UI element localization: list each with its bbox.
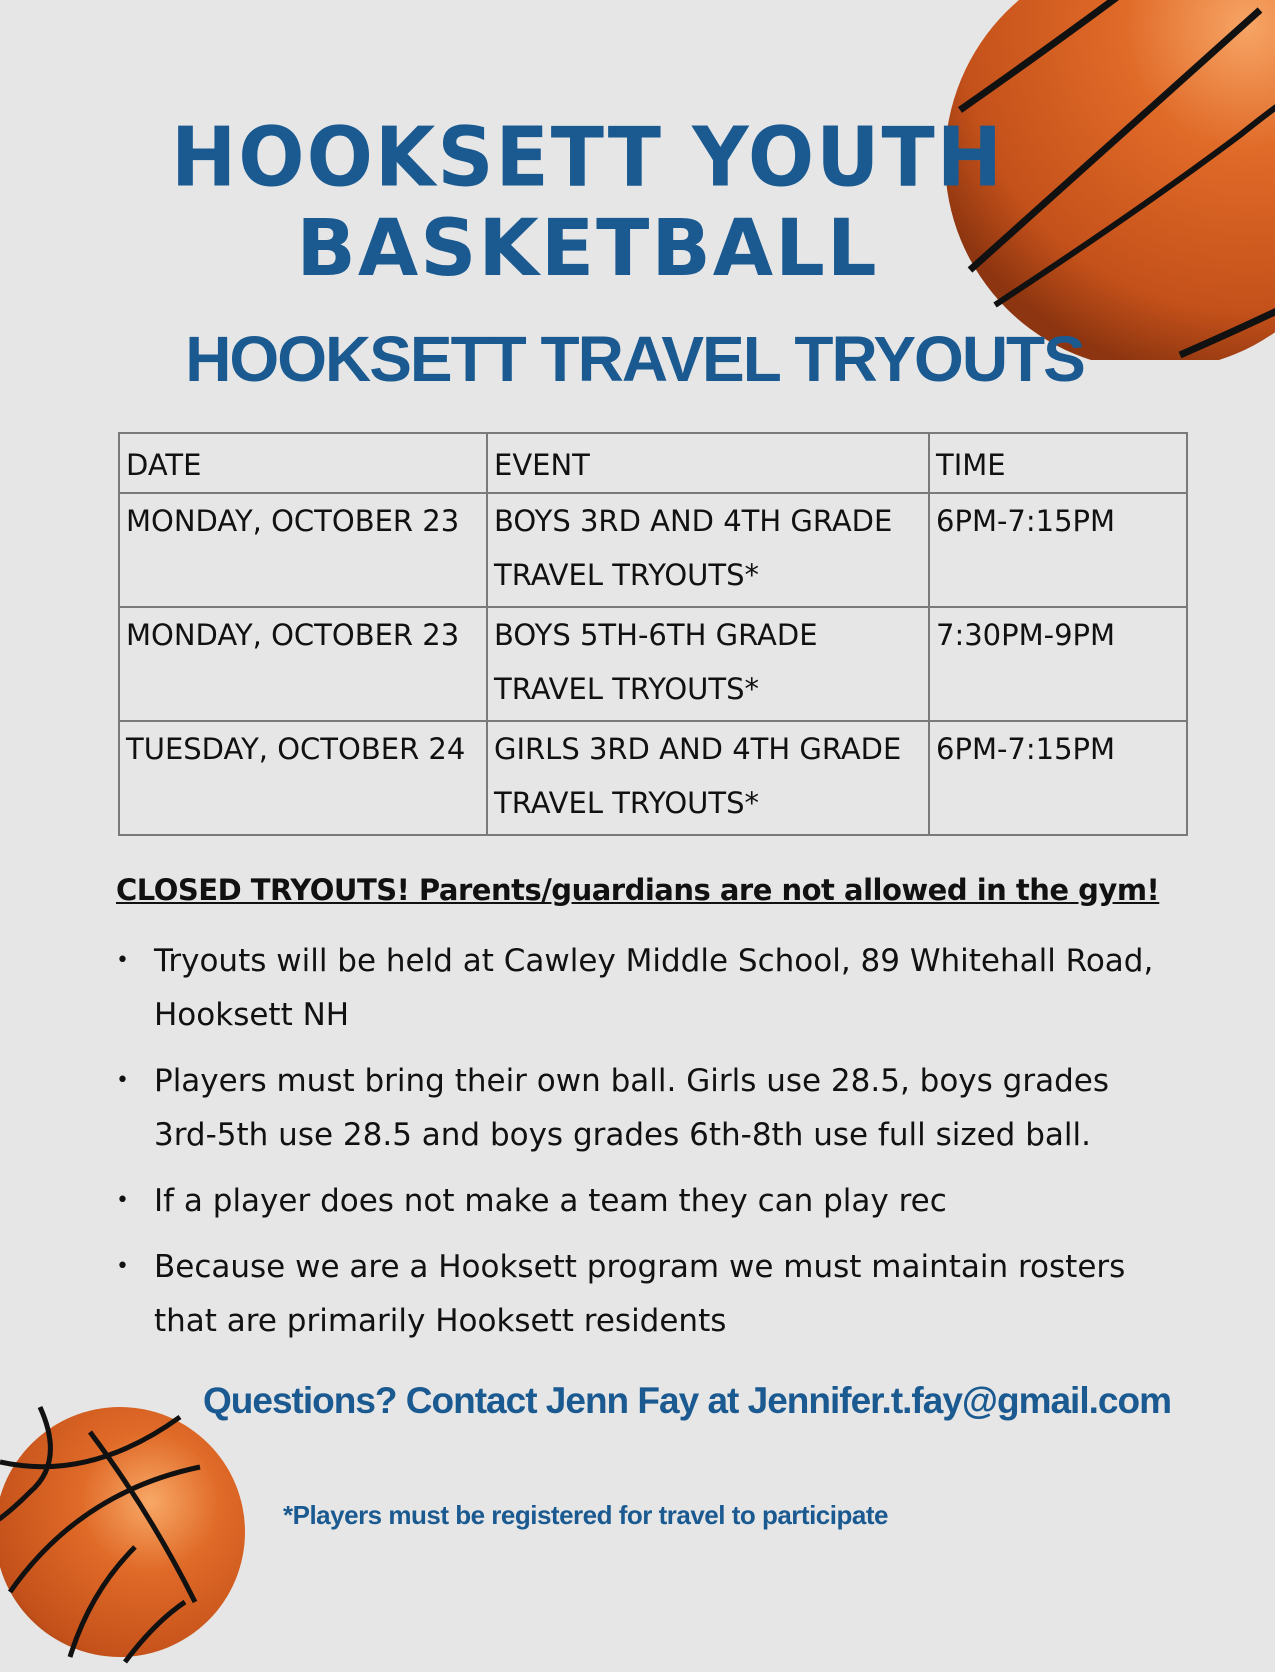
flyer-title-line2: BASKETBALL — [296, 204, 879, 294]
note-text: Players must bring their own ball. Girls use 28.5, boys grades 3rd-5th use 28.5 and boys grades 6th-8th use full sized ball. — [154, 1063, 1109, 1153]
bullet-icon: • — [116, 948, 129, 973]
table-row — [119, 607, 1187, 721]
row-date: TUESDAY, OCTOBER 24 — [119, 721, 487, 835]
list-item — [116, 1174, 1156, 1228]
row-event: BOYS 3RD AND 4TH GRADE TRAVEL TRYOUTS* — [487, 493, 929, 607]
closed-tryouts-notice: CLOSED TRYOUTS! Parents/guardians are not allowed in the gym! — [116, 873, 1160, 907]
row-time: 6PM-7:15PM — [929, 721, 1187, 835]
row-date: MONDAY, OCTOBER 23 — [119, 493, 487, 607]
row-event: BOYS 5TH-6TH GRADE TRAVEL TRYOUTS* — [487, 607, 929, 721]
table-row — [119, 493, 1187, 607]
flyer-subtitle: HOOKSETT TRAVEL TRYOUTS — [185, 323, 1084, 395]
header-time: TIME — [929, 433, 1187, 493]
header-date: DATE — [119, 433, 487, 493]
registration-footnote: *Players must be registered for travel to participate — [283, 1500, 888, 1530]
row-time: 7:30PM-9PM — [929, 607, 1187, 721]
note-text: Because we are a Hooksett program we must maintain rosters that are primarily Hooksett residents — [154, 1249, 1126, 1339]
contact-line: Questions? Contact Jenn Fay at Jennifer.t.fay@gmail.com — [203, 1380, 1171, 1421]
tryout-schedule-table — [118, 432, 1188, 836]
row-time: 6PM-7:15PM — [929, 493, 1187, 607]
list-item — [116, 1054, 1156, 1162]
flyer-title-line1: HOOKSETT YOUTH — [171, 110, 1004, 206]
row-event: GIRLS 3RD AND 4TH GRADE TRAVEL TRYOUTS* — [487, 721, 929, 835]
note-text: If a player does not make a team they can play rec — [154, 1183, 947, 1219]
header-event: EVENT — [487, 433, 929, 493]
table-row — [119, 721, 1187, 835]
row-date: MONDAY, OCTOBER 23 — [119, 607, 487, 721]
notes-list — [116, 934, 1156, 1360]
list-item — [116, 1240, 1156, 1348]
table-header-row — [119, 433, 1187, 493]
note-text: Tryouts will be held at Cawley Middle School, 89 Whitehall Road, Hooksett NH — [154, 943, 1154, 1033]
bullet-icon: • — [116, 1188, 129, 1213]
bullet-icon: • — [116, 1254, 129, 1279]
list-item — [116, 934, 1156, 1042]
bullet-icon: • — [116, 1068, 129, 1093]
